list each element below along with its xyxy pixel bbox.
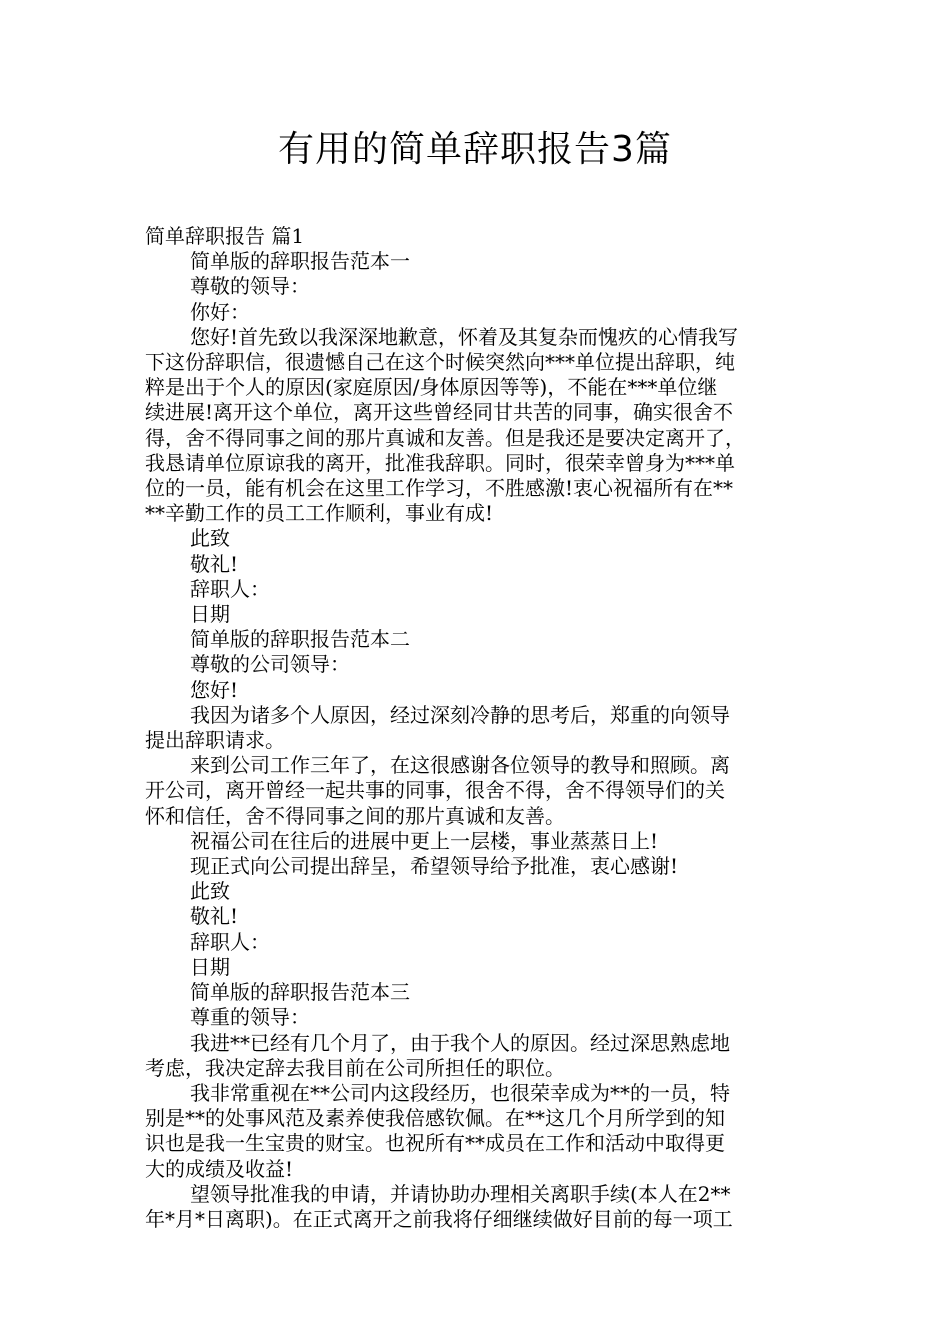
sample-heading: 简单版的辞职报告范本二 (190, 627, 410, 652)
paragraph-line: 提出辞职请求。 (145, 728, 285, 753)
paragraph-line: 粹是出于个人的原因(家庭原因/身体原因等等)，不能在***单位继 (145, 375, 718, 400)
paragraph-line: 我进**已经有几个月了，由于我个人的原因。经过深思熟虑地 (190, 1030, 730, 1055)
paragraph-line: 现正式向公司提出辞呈，希望领导给予批准，衷心感谢! (190, 854, 679, 879)
section-heading: 简单辞职报告 篇1 (145, 224, 305, 248)
page-title: 有用的简单辞职报告3篇 (278, 129, 672, 170)
paragraph-line: 年*月*日离职)。在正式离开之前我将仔细继续做好目前的每一项工 (145, 1206, 733, 1231)
paragraph-line: 望领导批准我的申请，并请协助办理相关离职手续(本人在2** (190, 1181, 731, 1206)
paragraph-line: 续进展!离开这个单位，离开这些曾经同甘共苦的同事，确实很舍不 (145, 400, 734, 425)
sample-heading: 简单版的辞职报告范本三 (190, 980, 410, 1005)
paragraph-line: 我因为诸多个人原因，经过深刻冷静的思考后，郑重的向领导 (190, 702, 730, 727)
salutation: 尊敬的领导： (190, 274, 310, 299)
document-body (145, 224, 825, 1232)
paragraph-line: 位的一员，能有机会在这里工作学习，不胜感激!衷心祝福所有在** (145, 476, 734, 501)
sample-heading: 简单版的辞职报告范本一 (190, 249, 410, 274)
paragraph-line: 祝福公司在往后的进展中更上一层楼，事业蒸蒸日上! (190, 828, 659, 853)
paragraph-line: 怀和信任，舍不得同事之间的那片真诚和友善。 (145, 803, 565, 828)
salutation: 尊重的领导： (190, 1005, 310, 1030)
date-line: 日期 (190, 602, 230, 627)
salutation: 尊敬的公司领导： (190, 652, 350, 677)
closing-line: 此致 (190, 879, 230, 904)
paragraph-line: 得，舍不得同事之间的那片真诚和友善。但是我还是要决定离开了， (145, 425, 745, 450)
paragraph-line: 识也是我一生宝贵的财宝。也祝所有**成员在工作和活动中取得更 (145, 1131, 725, 1156)
paragraph-line: 开公司，离开曾经一起共事的同事，很舍不得，舍不得领导们的关 (145, 778, 725, 803)
paragraph-line: 下这份辞职信，很遗憾自己在这个时候突然向***单位提出辞职，纯 (145, 350, 735, 375)
paragraph-line: **辛勤工作的员工工作顺利，事业有成! (145, 501, 494, 526)
paragraph-line: 您好!首先致以我深深地歉意，怀着及其复杂而愧疚的心情我写 (190, 324, 739, 349)
paragraph-line: 来到公司工作三年了，在这很感谢各位领导的教导和照顾。离 (190, 753, 730, 778)
signature-line: 辞职人： (190, 929, 270, 954)
paragraph-line: 大的成绩及收益! (145, 1156, 294, 1181)
signature-line: 辞职人： (190, 576, 270, 601)
paragraph-line: 我非常重视在**公司内这段经历，也很荣幸成为**的一员，特 (190, 1080, 730, 1105)
greeting: 你好： (190, 299, 250, 324)
greeting: 您好! (190, 677, 239, 702)
date-line: 日期 (190, 954, 230, 979)
paragraph-line: 考虑，我决定辞去我目前在公司所担任的职位。 (145, 1055, 565, 1080)
closing-line: 敬礼! (190, 551, 239, 576)
paragraph-line: 我恳请单位原谅我的离开，批准我辞职。同时，很荣幸曾身为***单 (145, 450, 735, 475)
paragraph-line: 别是**的处事风范及素养使我倍感钦佩。在**这几个月所学到的知 (145, 1106, 725, 1131)
closing-line: 此致 (190, 526, 230, 551)
closing-line: 敬礼! (190, 904, 239, 929)
